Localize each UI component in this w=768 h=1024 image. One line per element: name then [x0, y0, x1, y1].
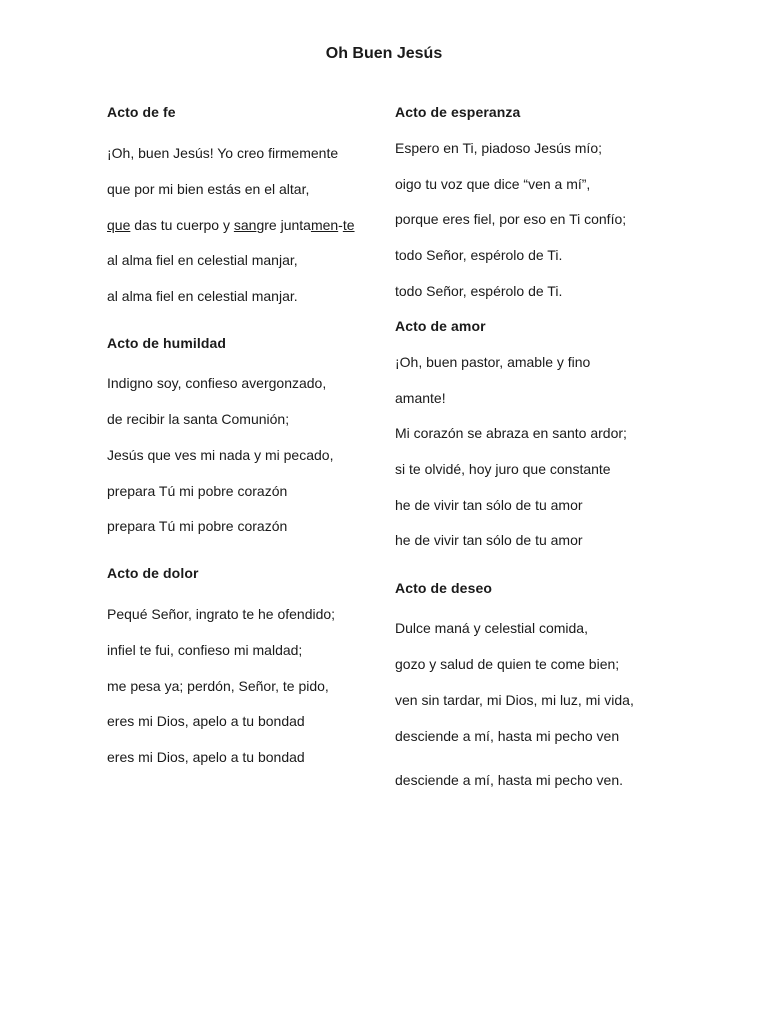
amor-line-4: si te olvidé, hoy juro que constante	[395, 461, 611, 477]
section-heading-dolor: Acto de dolor	[107, 565, 199, 581]
amor-line-5: he de vivir tan sólo de tu amor	[395, 497, 583, 513]
deseo-line-3: ven sin tardar, mi Dios, mi luz, mi vida,	[395, 692, 634, 708]
esperanza-line-3: porque eres fiel, por eso en Ti confío;	[395, 211, 627, 227]
deseo-line-1: Dulce maná y celestial comida,	[395, 620, 588, 636]
amor-line-2: amante!	[395, 390, 446, 406]
fe-line-3-part-3: san	[233, 217, 257, 233]
esperanza-line-2: oigo tu voz que dice “ven a mí”,	[395, 176, 591, 192]
dolor-line-3: me pesa ya; perdón, Señor, te pido,	[107, 678, 329, 694]
amor-line-6: he de vivir tan sólo de tu amor	[395, 532, 583, 548]
dolor-line-4: eres mi Dios, apelo a tu bondad	[107, 713, 305, 729]
page-title: Oh Buen Jesús	[325, 45, 443, 62]
humildad-line-4: prepara Tú mi pobre corazón	[107, 483, 288, 499]
fe-line-1: ¡Oh, buen Jesús! Yo creo firmemente	[107, 145, 339, 161]
fe-line-3-part-1: que	[107, 217, 131, 233]
fe-line-3	[107, 217, 355, 233]
dolor-line-1: Pequé Señor, ingrato te he ofendido;	[107, 606, 336, 622]
fe-line-4: al alma fiel en celestial manjar,	[107, 252, 298, 268]
section-heading-fe: Acto de fe	[107, 104, 176, 120]
amor-line-3: Mi corazón se abraza en santo ardor;	[395, 425, 627, 441]
fe-line-3-part-4: gre junta	[256, 217, 311, 233]
section-heading-esperanza: Acto de esperanza	[395, 104, 521, 120]
dolor-line-2: infiel te fui, confieso mi maldad;	[107, 642, 303, 658]
fe-line-3-part-7: te	[342, 217, 355, 233]
esperanza-line-1: Espero en Ti, piadoso Jesús mío;	[395, 140, 602, 156]
fe-line-3-part-6: -	[338, 217, 343, 233]
humildad-line-5: prepara Tú mi pobre corazón	[107, 518, 288, 534]
esperanza-line-5: todo Señor, espérolo de Ti.	[395, 283, 563, 299]
humildad-line-3: Jesús que ves mi nada y mi pecado,	[107, 447, 334, 463]
esperanza-line-4: todo Señor, espérolo de Ti.	[395, 247, 563, 263]
fe-line-3-part-5: men	[310, 217, 339, 233]
deseo-line-2: gozo y salud de quien te come bien;	[395, 656, 620, 672]
humildad-line-2: de recibir la santa Comunión;	[107, 411, 290, 427]
section-heading-amor: Acto de amor	[395, 318, 486, 334]
section-heading-deseo: Acto de deseo	[395, 580, 492, 596]
section-heading-humildad: Acto de humildad	[107, 335, 227, 351]
fe-line-2: que por mi bien estás en el altar,	[107, 181, 310, 197]
deseo-line-4: desciende a mí, hasta mi pecho ven	[395, 728, 620, 744]
dolor-line-5: eres mi Dios, apelo a tu bondad	[107, 749, 305, 765]
amor-line-1: ¡Oh, buen pastor, amable y fino	[395, 354, 591, 370]
fe-line-5: al alma fiel en celestial manjar.	[107, 288, 298, 304]
humildad-line-1: Indigno soy, confieso avergonzado,	[107, 375, 327, 391]
fe-line-3-part-2: das tu cuerpo y	[130, 217, 234, 233]
deseo-line-5: desciende a mí, hasta mi pecho ven.	[395, 772, 624, 788]
